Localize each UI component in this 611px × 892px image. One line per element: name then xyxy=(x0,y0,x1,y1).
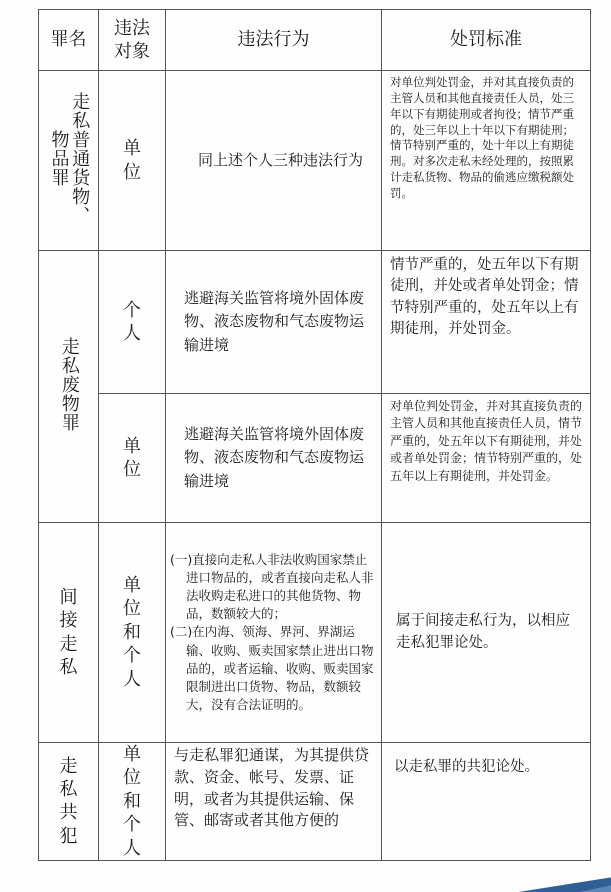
header-penalty: 处罚标准 xyxy=(382,10,591,71)
table-row xyxy=(39,394,591,523)
penalty-cell: 情节严重的，处五年以下有期徒刑，并处或者单处罚金；情节特别严重的，处五年以上有期徒刑，并处罚金。 xyxy=(382,251,591,394)
penalty-cell: 对单位判处罚金，并对其直接负责的主管人员和其他直接责任人员，情节严重的，处五年以下有期徒刑，并处或者单处罚金；情节特别严重的，处五年以上有期徒刑，并处罚金。 xyxy=(382,394,591,523)
crime-name-cell: 走私废物罪 xyxy=(39,251,99,523)
object-cell: 单位和个人 xyxy=(99,523,166,743)
act-item-2: (二)在内海、领海、界河、界湖运输、收购、贩卖国家禁止进出口物品的，或者运输、收购、贩卖国家限制进出口货物、物品，数额较大，没有合法证明的。 xyxy=(170,624,374,712)
table-row xyxy=(39,71,591,251)
header-illegal-act: 违法行为 xyxy=(166,10,382,71)
penalty-cell: 对单位判处罚金，并对其直接负责的主管人员和其他直接责任人员，处三年以下有期徒刑或者拘役；情节严重的，处三年以上十年以下有期徒刑；情节特别严重的，处十年以上有期徒刑。对多次走私未经处理的，按照累计走私货物、物品的偷逃应缴税额处罚。 xyxy=(382,71,591,251)
act-cell xyxy=(166,523,382,743)
crime-name-cell: 走私共犯 xyxy=(39,743,99,861)
object-cell: 单位 xyxy=(99,394,166,523)
crime-name-cell: 走私普通货物、物品罪 xyxy=(39,71,99,251)
crime-name-cell: 间接走私 xyxy=(39,523,99,743)
act-cell: 逃避海关监管将境外固体废物、液态废物和气态废物运输进境 xyxy=(166,251,382,394)
header-row xyxy=(39,10,591,71)
table-row xyxy=(39,523,591,743)
table-row xyxy=(39,251,591,394)
corner-decoration xyxy=(351,834,611,892)
act-cell: 与走私罪犯通谋，为其提供贷款、资金、帐号、发票、证明，或者为其提供运输、保管、邮寄或者其他方便的 xyxy=(166,743,382,861)
penalty-cell: 以走私罪的共犯论处。 xyxy=(382,743,591,861)
smuggling-penalty-table xyxy=(38,9,591,861)
act-cell: 同上述个人三种违法行为 xyxy=(166,71,382,251)
act-cell: 逃避海关监管将境外固体废物、液态废物和气态废物运输进境 xyxy=(166,394,382,523)
header-crime-name: 罪名 xyxy=(39,10,99,71)
object-cell: 单位 xyxy=(99,71,166,251)
object-cell: 单位和个人 xyxy=(99,743,166,861)
penalty-cell: 属于间接走私行为，以相应走私犯罪论处。 xyxy=(382,523,591,743)
header-object: 违法对象 xyxy=(99,10,166,71)
act-item-1: (一)直接向走私人非法收购国家禁止进口物品的，或者直接向走私人非法收购走私进口的其他货物、物品，数额较大的； xyxy=(170,551,374,622)
object-cell: 个人 xyxy=(99,251,166,394)
